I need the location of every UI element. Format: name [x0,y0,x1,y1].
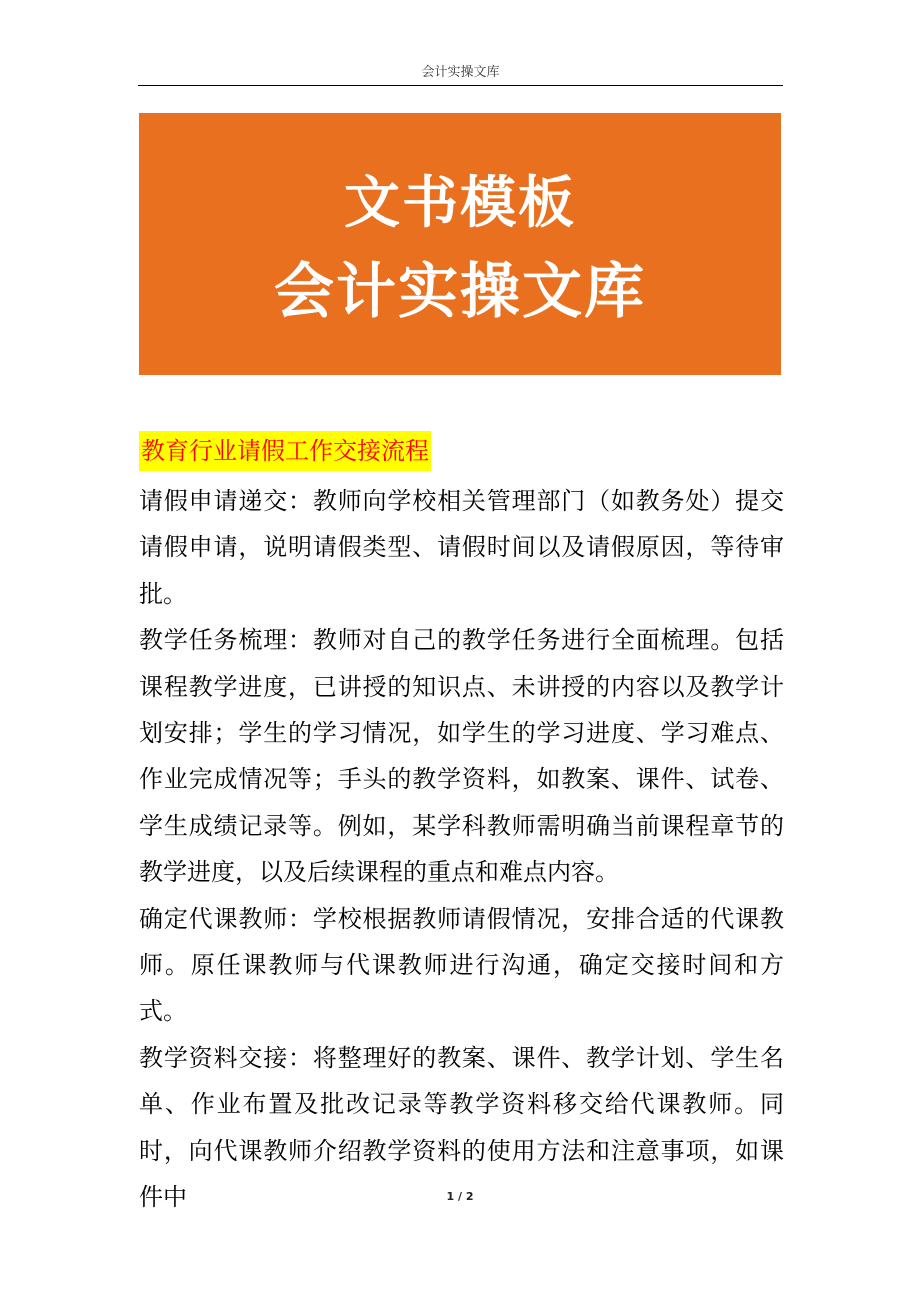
paragraph-task-review: 教学任务梳理：教师对自己的教学任务进行全面梳理。包括课程教学进度，已讲授的知识点、未讲授的内容以及教学计划安排；学生的学习情况，如学生的学习进度、学习难点、作业完成情况等；手头的教学资料，如教案、课件、试卷、学生成绩记录等。例如，某学科教师需明确当前课程章节的教学进度，以及后续课程的重点和难点内容。 [139,626,784,887]
title-banner [139,113,781,375]
paragraph-leave-application: 请假申请递交：教师向学校相关管理部门（如教务处）提交请假申请，说明请假类型、请假时间以及请假原因，等待审批。 [139,487,784,608]
paragraph-substitute-teacher: 确定代课教师：学校根据教师请假情况，安排合适的代课教师。原任课教师与代课教师进行沟通，确定交接时间和方式。 [139,904,784,1026]
header-divider [138,85,783,86]
banner-title-line-1: 文书模板 [344,171,576,236]
document-title: 教育行业请假工作交接流程 [139,431,431,471]
document-body [139,478,784,1221]
page-header-title: 会计实操文库 [421,65,500,80]
page-number: 1 / 2 [446,1190,474,1203]
paragraph-material-handover: 教学资料交接：将整理好的教案、课件、教学计划、学生名单、作业布置及批改记录等教学资料移交给代课教师。同时，向代课教师介绍教学资料的使用方法和注意事项，如课件中 [139,1043,784,1212]
banner-title-line-2: 会计实操文库 [274,257,646,327]
